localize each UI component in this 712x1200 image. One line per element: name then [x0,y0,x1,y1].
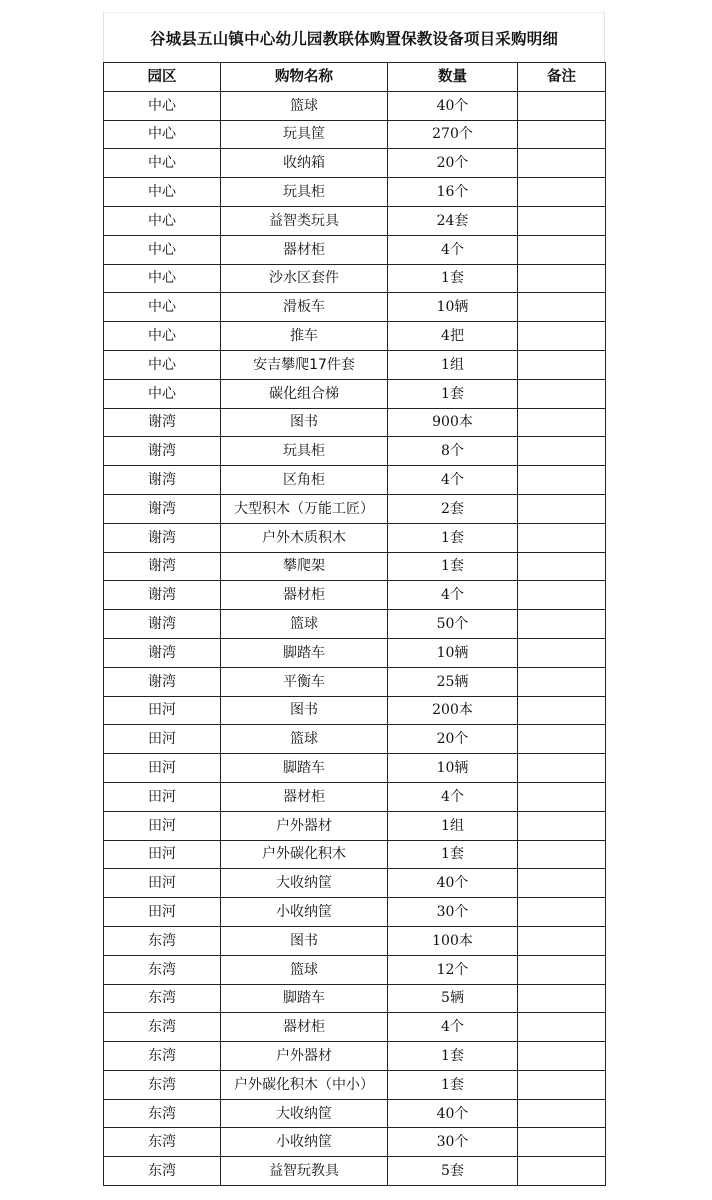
table-row [104,811,606,840]
quantity-cell: 30个 [388,898,518,927]
campus-cell: 中心 [104,120,221,149]
table-row [104,91,606,120]
table-row [104,926,606,955]
title-cell [103,12,605,62]
quantity-cell: 4个 [388,581,518,610]
remarks-cell [518,1157,606,1186]
campus-cell: 中心 [104,91,221,120]
remarks-cell [518,466,606,495]
item-name-cell: 安吉攀爬17件套 [221,350,388,379]
item-name-cell: 滑板车 [221,293,388,322]
campus-cell: 田河 [104,869,221,898]
item-name-cell: 益智玩教具 [221,1157,388,1186]
table-row [104,235,606,264]
quantity-cell: 270个 [388,120,518,149]
document-title: 谷城县五山镇中心幼儿园教联体购置保教设备项目采购明细 [149,29,559,48]
item-name-cell: 器材柜 [221,1013,388,1042]
remarks-cell [518,869,606,898]
campus-cell: 东湾 [104,1099,221,1128]
quantity-cell: 1套 [388,840,518,869]
quantity-cell: 10辆 [388,293,518,322]
quantity-cell: 25辆 [388,667,518,696]
campus-cell: 东湾 [104,955,221,984]
table-row [104,581,606,610]
quantity-cell: 40个 [388,869,518,898]
remarks-cell [518,408,606,437]
item-name-cell: 大收纳筐 [221,1099,388,1128]
quantity-cell: 1套 [388,1042,518,1071]
campus-cell: 谢湾 [104,466,221,495]
item-name-cell: 户外碳化积木（中小） [221,1070,388,1099]
item-name-cell: 篮球 [221,91,388,120]
remarks-cell [518,1042,606,1071]
table-row [104,725,606,754]
item-name-cell: 区角柜 [221,466,388,495]
quantity-cell: 50个 [388,610,518,639]
campus-cell: 谢湾 [104,610,221,639]
table-row [104,206,606,235]
quantity-cell: 40个 [388,1099,518,1128]
remarks-cell [518,178,606,207]
remarks-cell [518,898,606,927]
header-campus: 园区 [104,63,221,92]
item-name-cell: 篮球 [221,725,388,754]
item-name-cell: 脚踏车 [221,984,388,1013]
quantity-cell: 4个 [388,782,518,811]
quantity-cell: 4个 [388,466,518,495]
quantity-cell: 1套 [388,264,518,293]
quantity-cell: 100本 [388,926,518,955]
campus-cell: 东湾 [104,1042,221,1071]
campus-cell: 谢湾 [104,437,221,466]
table-row [104,523,606,552]
item-name-cell: 器材柜 [221,782,388,811]
quantity-cell: 24套 [388,206,518,235]
table-row [104,1013,606,1042]
table-row [104,408,606,437]
campus-cell: 谢湾 [104,523,221,552]
remarks-cell [518,1128,606,1157]
table-row [104,437,606,466]
quantity-cell: 200本 [388,696,518,725]
table-row [104,638,606,667]
table-row [104,149,606,178]
remarks-cell [518,350,606,379]
quantity-cell: 4个 [388,235,518,264]
quantity-cell: 8个 [388,437,518,466]
table-row [104,1128,606,1157]
remarks-cell [518,1099,606,1128]
quantity-cell: 1组 [388,811,518,840]
item-name-cell: 户外器材 [221,811,388,840]
item-name-cell: 玩具柜 [221,437,388,466]
quantity-cell: 16个 [388,178,518,207]
quantity-cell: 900本 [388,408,518,437]
quantity-cell: 2套 [388,494,518,523]
table-row [104,1070,606,1099]
quantity-cell: 12个 [388,955,518,984]
item-name-cell: 小收纳筐 [221,1128,388,1157]
procurement-table [103,62,606,1186]
item-name-cell: 篮球 [221,955,388,984]
remarks-cell [518,264,606,293]
quantity-cell: 10辆 [388,638,518,667]
header-remarks: 备注 [518,63,606,92]
table-row [104,120,606,149]
campus-cell: 中心 [104,264,221,293]
quantity-cell: 4个 [388,1013,518,1042]
table-row [104,984,606,1013]
remarks-cell [518,235,606,264]
item-name-cell: 大收纳筐 [221,869,388,898]
campus-cell: 东湾 [104,1157,221,1186]
remarks-cell [518,1070,606,1099]
campus-cell: 中心 [104,350,221,379]
table-row [104,1042,606,1071]
campus-cell: 谢湾 [104,408,221,437]
remarks-cell [518,811,606,840]
quantity-cell: 20个 [388,149,518,178]
remarks-cell [518,293,606,322]
campus-cell: 中心 [104,322,221,351]
remarks-cell [518,322,606,351]
item-name-cell: 图书 [221,696,388,725]
table-row [104,869,606,898]
campus-cell: 东湾 [104,926,221,955]
campus-cell: 中心 [104,293,221,322]
item-name-cell: 脚踏车 [221,638,388,667]
campus-cell: 谢湾 [104,581,221,610]
campus-cell: 中心 [104,379,221,408]
remarks-cell [518,523,606,552]
item-name-cell: 益智类玩具 [221,206,388,235]
quantity-cell: 40个 [388,91,518,120]
remarks-cell [518,754,606,783]
item-name-cell: 大型积木（万能工匠） [221,494,388,523]
item-name-cell: 器材柜 [221,581,388,610]
quantity-cell: 1套 [388,523,518,552]
remarks-cell [518,610,606,639]
table-row [104,552,606,581]
table-row [104,782,606,811]
campus-cell: 谢湾 [104,552,221,581]
header-item-name: 购物名称 [221,63,388,92]
campus-cell: 谢湾 [104,638,221,667]
table-row [104,322,606,351]
remarks-cell [518,581,606,610]
quantity-cell: 1套 [388,379,518,408]
table-header [104,63,606,92]
table-row [104,696,606,725]
table-row [104,379,606,408]
item-name-cell: 脚踏车 [221,754,388,783]
item-name-cell: 攀爬架 [221,552,388,581]
table-row [104,466,606,495]
campus-cell: 田河 [104,811,221,840]
item-name-cell: 图书 [221,408,388,437]
remarks-cell [518,552,606,581]
campus-cell: 谢湾 [104,667,221,696]
remarks-cell [518,206,606,235]
remarks-cell [518,379,606,408]
remarks-cell [518,91,606,120]
quantity-cell: 20个 [388,725,518,754]
header-quantity: 数量 [388,63,518,92]
campus-cell: 田河 [104,782,221,811]
remarks-cell [518,149,606,178]
table-row [104,264,606,293]
quantity-cell: 4把 [388,322,518,351]
remarks-cell [518,667,606,696]
table-row [104,1099,606,1128]
campus-cell: 中心 [104,149,221,178]
item-name-cell: 碳化组合梯 [221,379,388,408]
campus-cell: 田河 [104,898,221,927]
quantity-cell: 1套 [388,1070,518,1099]
remarks-cell [518,782,606,811]
remarks-cell [518,1013,606,1042]
remarks-cell [518,437,606,466]
item-name-cell: 收纳箱 [221,149,388,178]
table-body [104,91,606,1185]
campus-cell: 田河 [104,754,221,783]
remarks-cell [518,840,606,869]
item-name-cell: 器材柜 [221,235,388,264]
item-name-cell: 玩具筐 [221,120,388,149]
item-name-cell: 篮球 [221,610,388,639]
quantity-cell: 5套 [388,1157,518,1186]
item-name-cell: 小收纳筐 [221,898,388,927]
remarks-cell [518,955,606,984]
campus-cell: 田河 [104,696,221,725]
table-row [104,350,606,379]
campus-cell: 谢湾 [104,494,221,523]
remarks-cell [518,696,606,725]
campus-cell: 中心 [104,206,221,235]
campus-cell: 中心 [104,235,221,264]
item-name-cell: 图书 [221,926,388,955]
table-row [104,898,606,927]
quantity-cell: 1组 [388,350,518,379]
campus-cell: 东湾 [104,984,221,1013]
campus-cell: 东湾 [104,1070,221,1099]
quantity-cell: 10辆 [388,754,518,783]
item-name-cell: 沙水区套件 [221,264,388,293]
table-row [104,667,606,696]
table-row [104,178,606,207]
item-name-cell: 玩具柜 [221,178,388,207]
table-row [104,293,606,322]
procurement-sheet [103,12,605,1186]
campus-cell: 田河 [104,725,221,754]
campus-cell: 东湾 [104,1128,221,1157]
remarks-cell [518,984,606,1013]
remarks-cell [518,725,606,754]
table-row [104,840,606,869]
item-name-cell: 户外器材 [221,1042,388,1071]
campus-cell: 中心 [104,178,221,207]
table-row [104,494,606,523]
header-row [104,63,606,92]
item-name-cell: 户外木质积木 [221,523,388,552]
table-row [104,955,606,984]
campus-cell: 东湾 [104,1013,221,1042]
remarks-cell [518,120,606,149]
item-name-cell: 户外碳化积木 [221,840,388,869]
item-name-cell: 推车 [221,322,388,351]
quantity-cell: 30个 [388,1128,518,1157]
campus-cell: 田河 [104,840,221,869]
quantity-cell: 5辆 [388,984,518,1013]
quantity-cell: 1套 [388,552,518,581]
table-row [104,1157,606,1186]
remarks-cell [518,494,606,523]
remarks-cell [518,926,606,955]
table-row [104,610,606,639]
table-row [104,754,606,783]
remarks-cell [518,638,606,667]
item-name-cell: 平衡车 [221,667,388,696]
